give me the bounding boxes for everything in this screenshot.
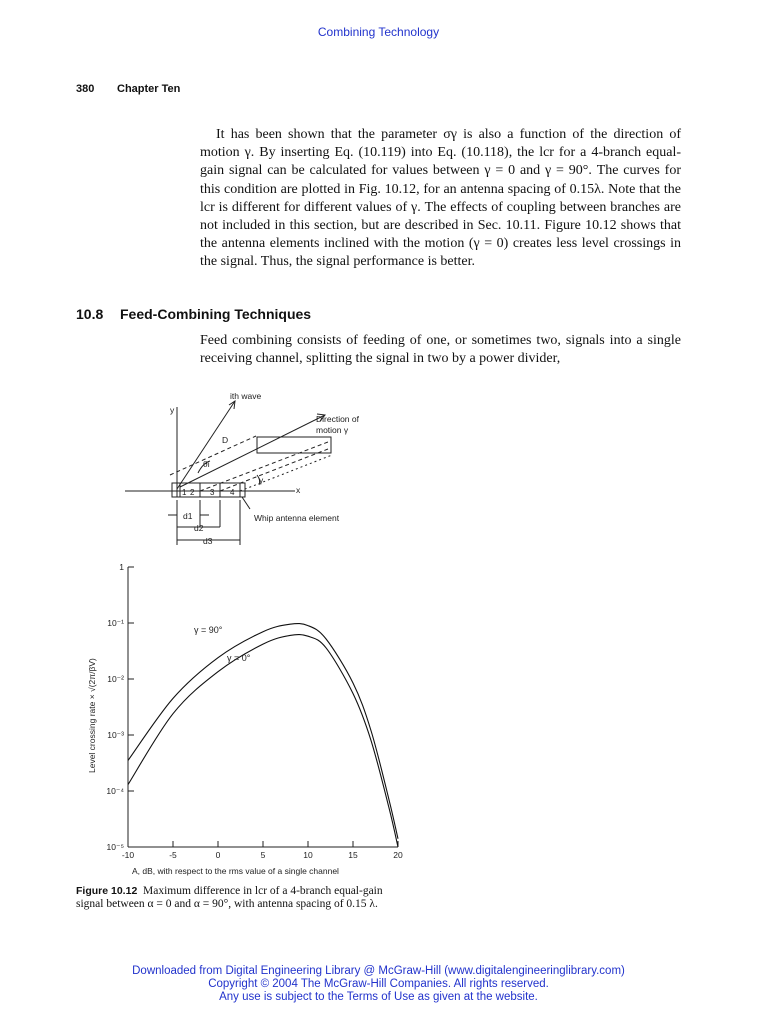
section-title: Feed-Combining Techniques	[120, 306, 312, 322]
direction-label-2: motion γ	[316, 425, 349, 435]
whip-antenna-label: Whip antenna element	[254, 513, 340, 523]
element-number: 1	[182, 488, 187, 497]
curve-gamma-90	[128, 624, 398, 839]
direction-label-1: Direction of	[316, 414, 359, 424]
series-label-gamma-90: γ = 90°	[194, 625, 223, 635]
x-tick-label: 20	[393, 850, 403, 860]
spacing-label-d1: d1	[183, 511, 193, 521]
figure-caption	[76, 885, 412, 911]
chapter-title: Chapter Ten	[117, 83, 181, 95]
curve-gamma-0	[128, 635, 398, 847]
section-number: 10.8	[76, 306, 104, 322]
chart-y-axis-label: Level crossing rate × √(2π/βV)	[87, 658, 97, 773]
x-tick-label: -10	[121, 850, 135, 860]
spacing-label-d3: d3	[203, 536, 213, 546]
figure-10-12	[70, 385, 420, 880]
series-label-gamma-0: γ = 0°	[227, 653, 251, 663]
chart-x-axis-label: A, dB, with respect to the rms value of a single channel	[132, 866, 339, 876]
y-tick-label: 1	[119, 562, 124, 572]
header-link[interactable]: Combining Technology	[317, 25, 440, 39]
spacing-label-d2: d2	[194, 523, 204, 533]
download-footer[interactable]	[0, 965, 757, 1004]
element-number: 4	[230, 488, 235, 497]
footer-line-1[interactable]: Downloaded from Digital Engineering Library @ McGraw-Hill (www.digitalengineeringlibrary.com)	[132, 965, 625, 977]
gamma-angle-label: γ	[259, 475, 264, 485]
x-tick-label: 0	[215, 850, 221, 860]
x-tick-label: 15	[348, 850, 358, 860]
theta-label: θi	[203, 459, 210, 469]
diagram-y-label: y	[170, 405, 175, 415]
whip-pointer	[242, 497, 250, 509]
x-tick-label: 10	[303, 850, 313, 860]
y-tick-label: 10⁻²	[107, 674, 124, 684]
y-tick-label: 10⁻³	[107, 730, 124, 740]
incident-wave-line	[177, 401, 235, 489]
y-tick-label: 10⁻¹	[107, 618, 124, 628]
antenna-diagram	[125, 401, 332, 545]
y-tick-label: 10⁻⁴	[106, 786, 124, 796]
footer-line-3[interactable]: Any use is subject to the Terms of Use as given at the website.	[219, 991, 538, 1003]
diagram-x-label: x	[296, 485, 301, 495]
body-paragraph-1: It has been shown that the parameter σγ is also a function of the direction of motion γ. By inserting Eq. (10.119) into Eq. (10.118), the lcr for a 4-branch equal-gain signal can be calculated for values between γ = 0 and γ = 90°. The curves for this condition are plotted in Fig. 10.12, for an antenna spacing of 0.15λ. Note that the lcr is different for different values of γ. The effects of coupling between branches are not included in this section, but are described in Sec. 10.11. Figure 10.12 shows that the antenna elements inclined with the motion (γ = 0) creates less level crossings in the signal. Thus, the signal performance is better.	[200, 127, 681, 270]
footer-line-2: Copyright © 2004 The McGraw-Hill Companies. All rights reserved.	[208, 978, 549, 990]
page-number: 380	[76, 83, 95, 95]
x-tick-label: 5	[260, 850, 266, 860]
y-tick-label: 10⁻⁵	[106, 842, 124, 852]
caption-text: Maximum difference in lcr of a 4-branch equal-gain signal between α = 0 and α = 90°, with antenna spacing of 0.15 λ.	[76, 885, 383, 910]
distance-label: D	[222, 435, 229, 445]
lcr-chart	[106, 562, 403, 860]
x-tick-label: -5	[169, 850, 177, 860]
element-number: 3	[210, 488, 215, 497]
caption-label: Figure 10.12	[76, 885, 138, 897]
body-paragraph-2: Feed combining consists of feeding of one, or sometimes two, signals into a single receiving channel, splitting the signal in two by a power divider,	[200, 333, 681, 367]
wave-label: ith wave	[230, 391, 262, 401]
element-number: 2	[190, 488, 195, 497]
